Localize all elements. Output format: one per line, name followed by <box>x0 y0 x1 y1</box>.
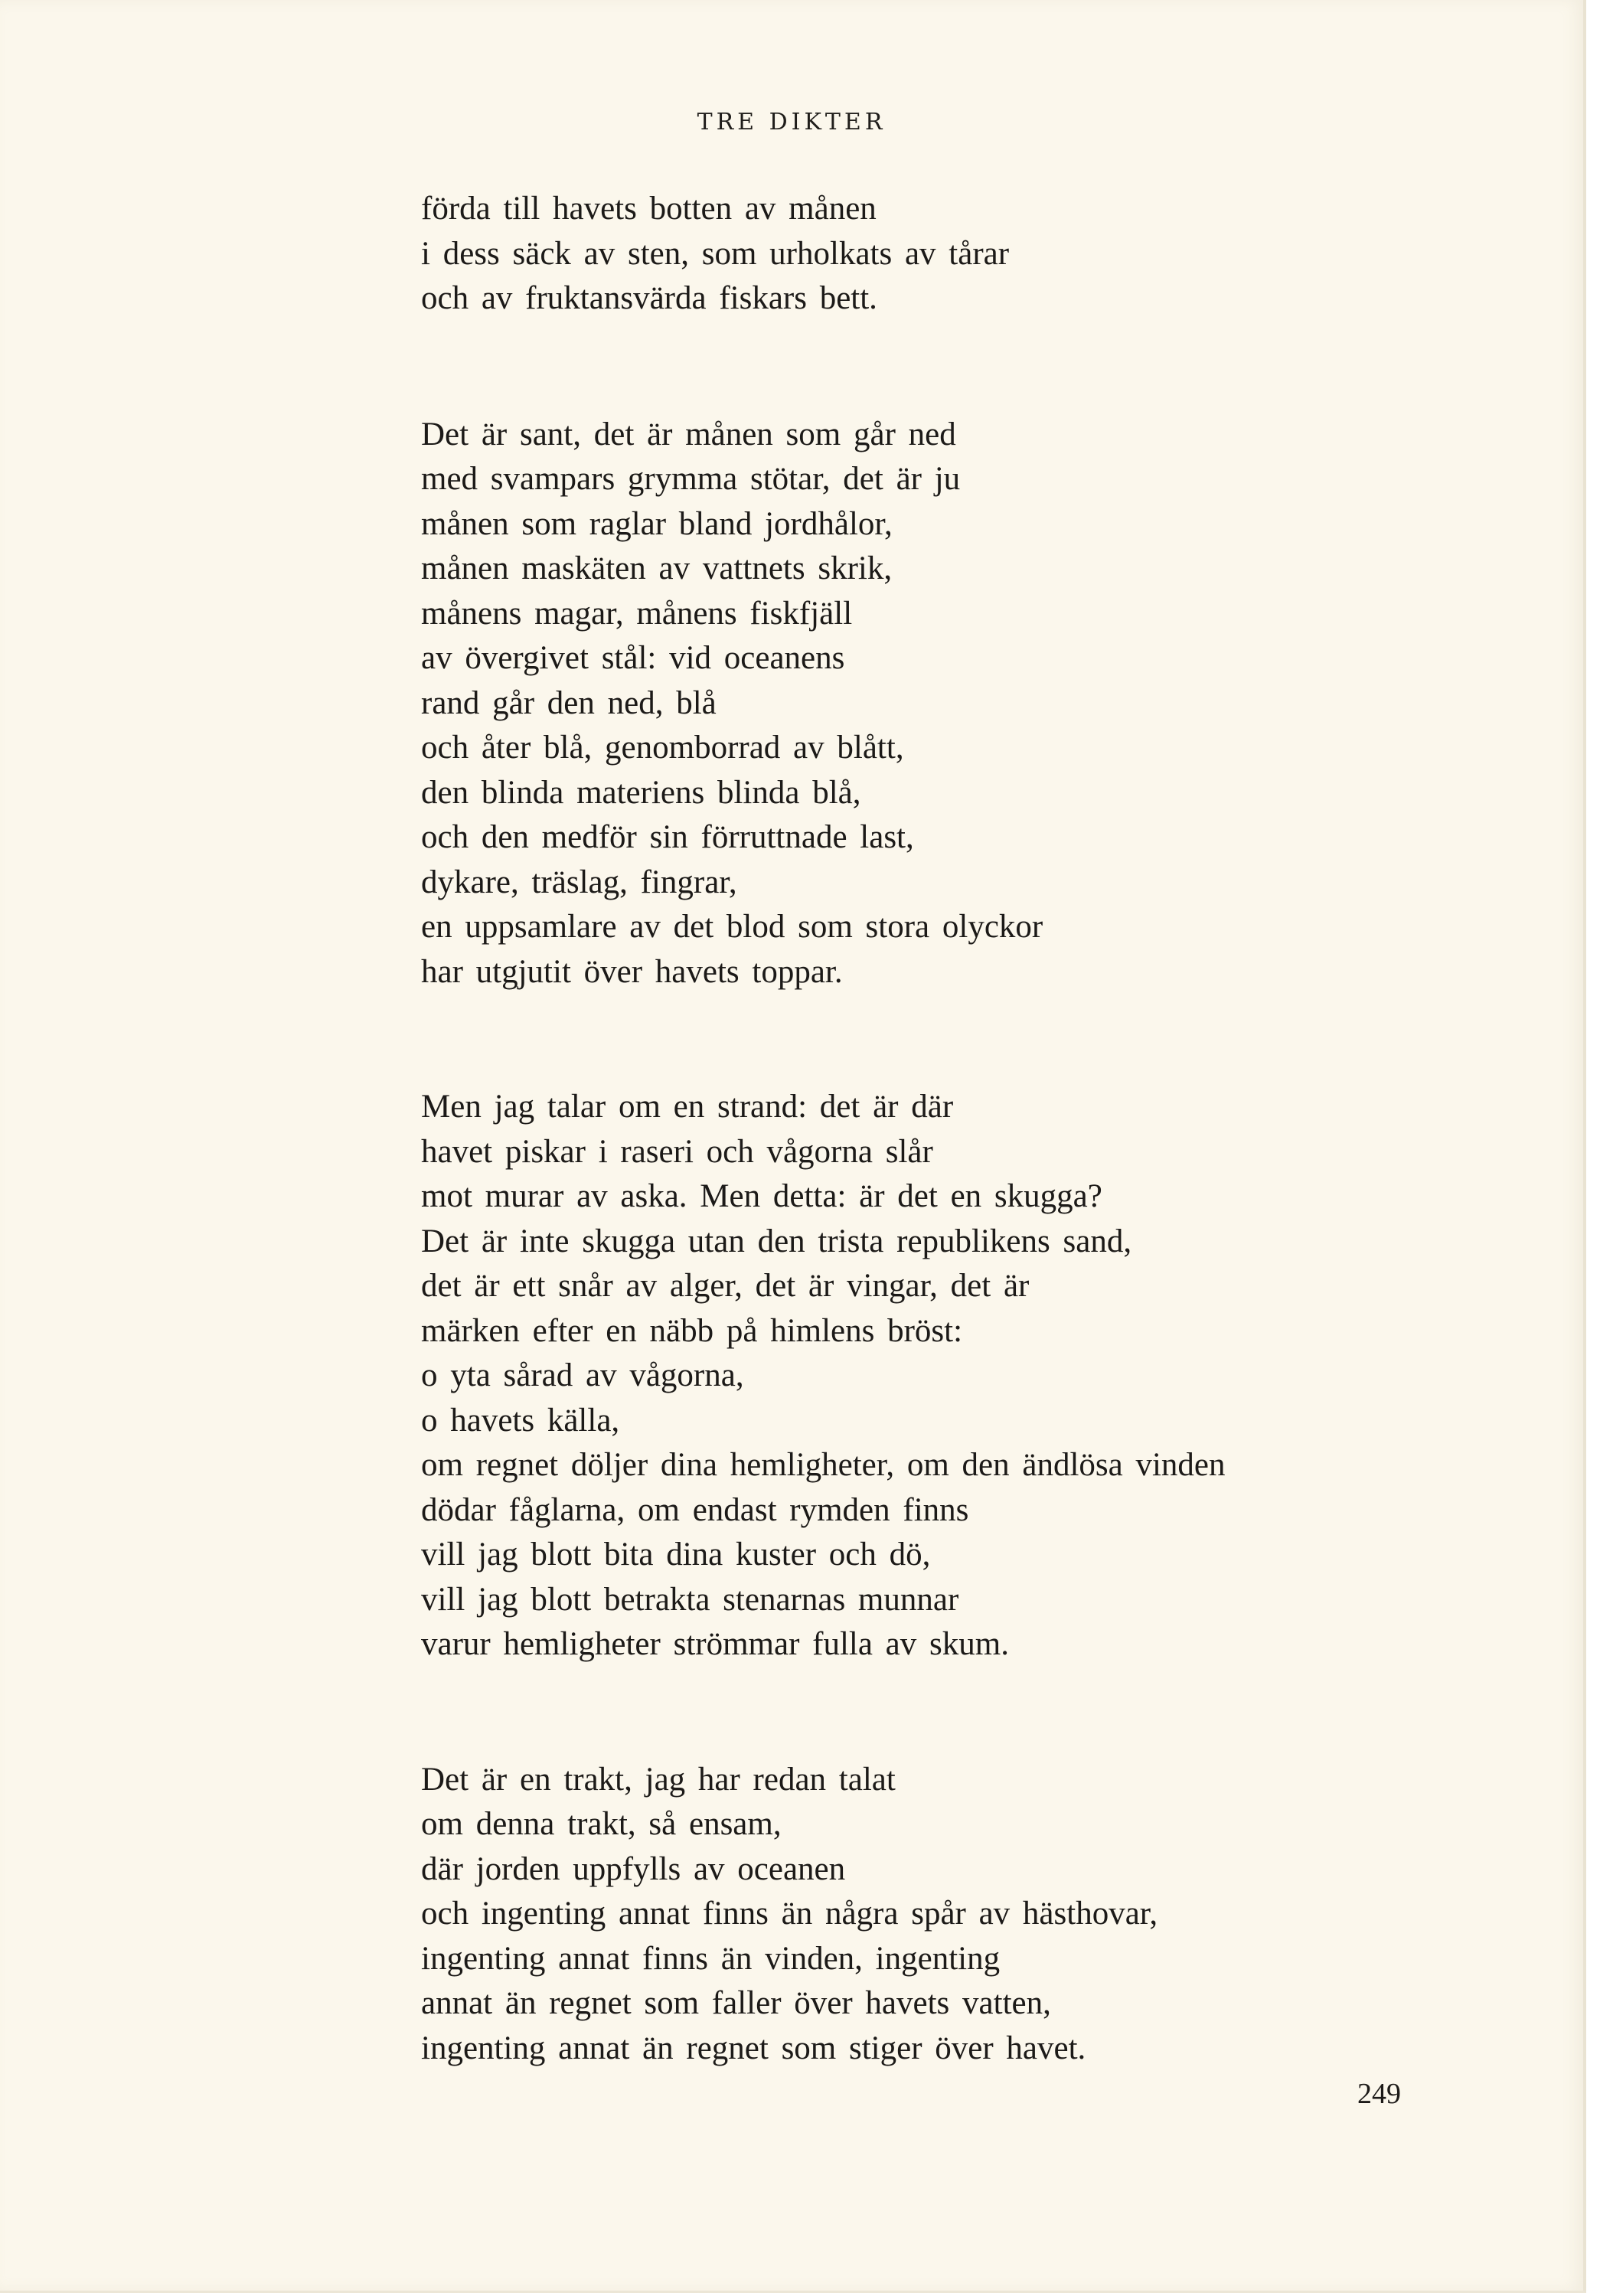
poem-line: om regnet döljer dina hemligheter, om den ändlösa vinden <box>421 1447 1226 1483</box>
running-title: TRE DIKTER <box>697 109 887 136</box>
poem-line: Det är sant, det är månen som går ned <box>421 416 956 452</box>
poem-line: den blinda materiens blinda blå, <box>421 774 861 811</box>
poem-line: mot murar av aska. Men detta: är det en skugga? <box>421 1178 1102 1214</box>
poem-line: dödar fåglarna, om endast rymden finns <box>421 1491 969 1528</box>
poem-body <box>421 187 1226 2071</box>
poem-line: märken efter en näbb på himlens bröst: <box>421 1312 963 1349</box>
poem-line: havet piskar i raseri och vågorna slår <box>421 1133 933 1170</box>
poem-line: varur hemligheter strömmar fulla av skum. <box>421 1626 1009 1662</box>
poem-line: dykare, träslag, fingrar, <box>421 864 737 900</box>
poem-line: med svampars grymma stötar, det är ju <box>421 461 961 497</box>
poem-line: Men jag talar om en strand: det är där <box>421 1089 954 1125</box>
poem-line: om denna trakt, så ensam, <box>421 1806 782 1842</box>
poem-line: och den medför sin förruttnade last, <box>421 819 914 855</box>
poem-line: det är ett snår av alger, det är vingar, det är <box>421 1268 1030 1304</box>
poem-line: och av fruktansvärda fiskars bett. <box>421 280 877 316</box>
poem-line: månen maskäten av vattnets skrik, <box>421 550 893 586</box>
poem-line: vill jag blott bita dina kuster och dö, <box>421 1537 931 1573</box>
poem-line: och åter blå, genomborrad av blått, <box>421 730 904 766</box>
poem-line: månen som raglar bland jordhålor, <box>421 505 893 542</box>
poem-line: och ingenting annat finns än några spår av hästhovar, <box>421 1896 1158 1932</box>
poem-line: har utgjutit över havets toppar. <box>421 953 843 990</box>
stanza-4 <box>421 1758 1226 2072</box>
poem-line: förda till havets botten av månen <box>421 191 877 227</box>
poem-line: o havets källa, <box>421 1402 620 1439</box>
poem-line: månens magar, månens fiskfjäll <box>421 595 853 632</box>
poem-line: rand går den ned, blå <box>421 684 717 721</box>
poem-line: i dess säck av sten, som urholkats av tårar <box>421 235 1010 272</box>
poem-line: ingenting annat finns än vinden, ingenting <box>421 1940 1001 1977</box>
poem-line: där jorden uppfylls av oceanen <box>421 1850 846 1887</box>
stanza-1 <box>421 187 1226 322</box>
poem-line: annat än regnet som faller över havets vatten, <box>421 1985 1051 2021</box>
poem-line: Det är inte skugga utan den trista republikens sand, <box>421 1223 1132 1259</box>
poem-line: en uppsamlare av det blod som stora olyckor <box>421 909 1043 945</box>
poem-line: Det är en trakt, jag har redan talat <box>421 1761 896 1798</box>
poem-line: ingenting annat än regnet som stiger över havet. <box>421 2030 1086 2066</box>
stanza-2 <box>421 413 1226 995</box>
poem-line: av övergivet stål: vid oceanens <box>421 640 845 676</box>
page-number: 249 <box>1357 2078 1401 2110</box>
stanza-3 <box>421 1085 1226 1667</box>
poem-line: vill jag blott betrakta stenarnas munnar <box>421 1581 959 1618</box>
poem-line: o yta sårad av vågorna, <box>421 1357 744 1393</box>
